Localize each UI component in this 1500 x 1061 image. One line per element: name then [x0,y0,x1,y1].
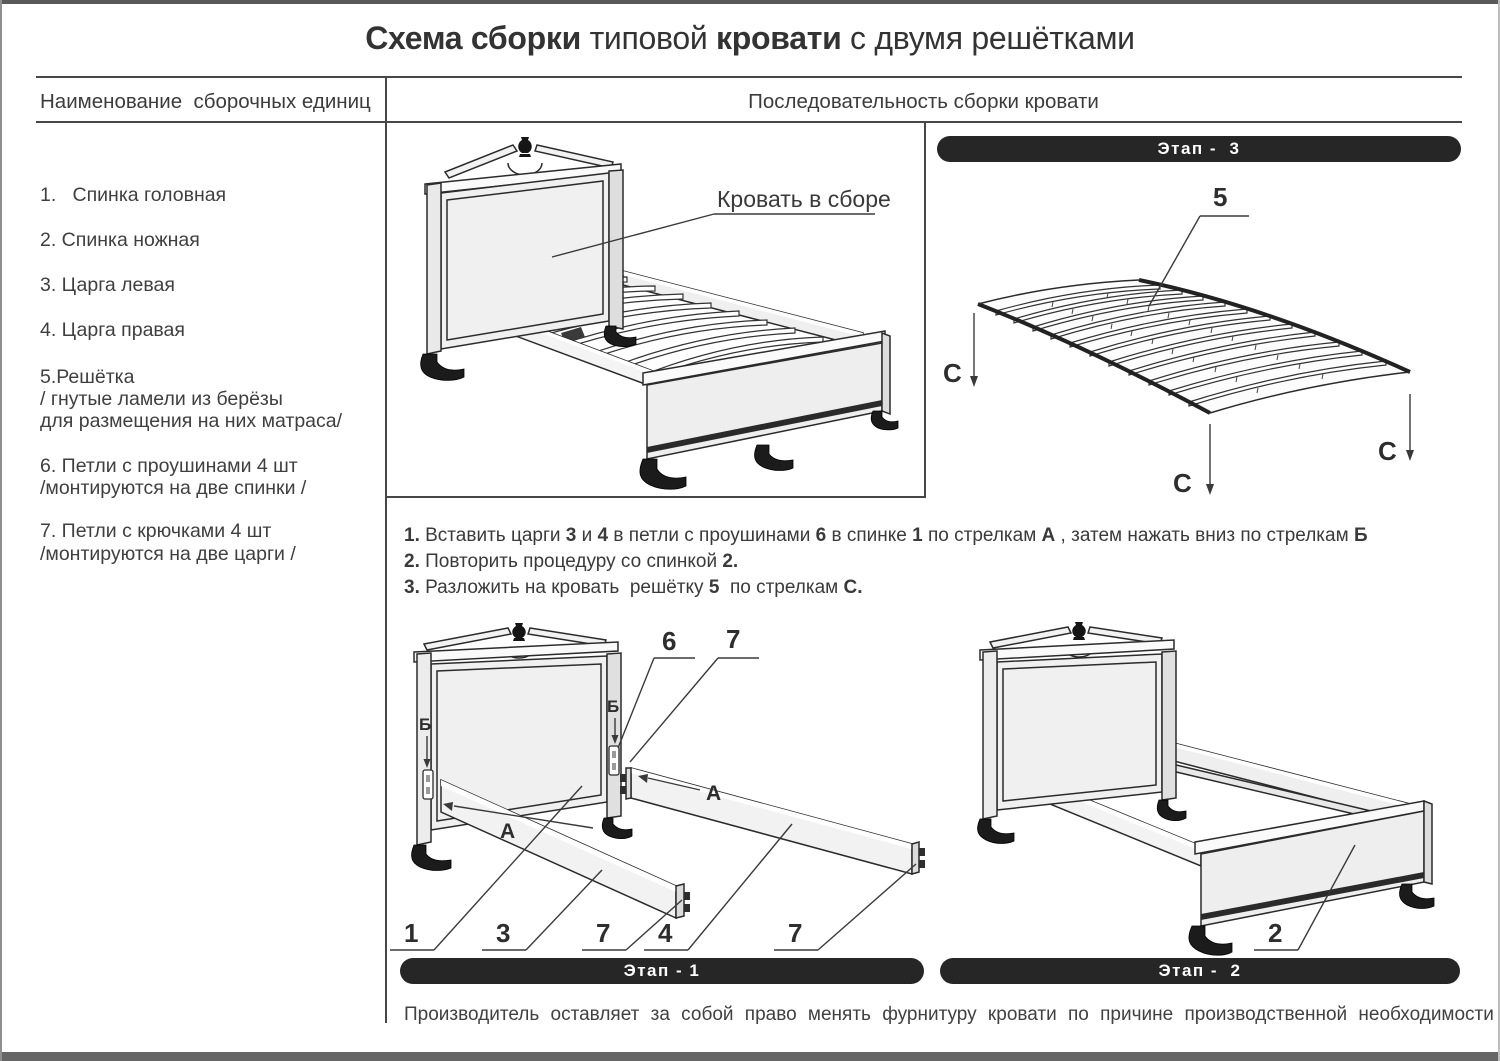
parts-list-item-4: 4. Царга правая [40,319,185,341]
part-7-callout-top [630,624,759,762]
arrow-head-down [1206,484,1214,495]
parts-list-item-5-note-2: для размещения на них матраса/ [40,410,343,432]
footboard-foot [640,459,686,489]
page-title: Схема сборки типовой кровати с двумя решётками [365,20,1135,56]
hinge-plate-left [423,770,433,799]
column-header-sequence: Последовательность сборки кровати [748,90,1099,113]
column-header-parts: Наименование сборочных единиц [40,90,371,113]
slat-base-group [978,280,1410,413]
part-7-label: 7 [596,918,611,948]
assembly-step-3: 3. Разложить на кровать решётку 5 по стрелкам С. [404,577,863,598]
arrow-a-label: А [706,782,722,805]
hook-plate [684,904,690,912]
part-3-callout [482,870,602,950]
assembly-step-2: 2. Повторить процедуру со спинкой 2. [404,551,739,572]
page-edge-bottom [0,1052,1500,1061]
arrow-c-bottom [1173,424,1214,498]
part-3-label: 3 [496,918,511,948]
page-edge-left [0,0,2,1061]
stage-3-banner: Этап - 3 [937,136,1461,162]
parts-list-item-7: 7. Петли с крючками 4 шт [40,520,272,542]
hook-plate [919,848,925,856]
hinge-plate-right [609,746,619,775]
headboard-foot [421,354,464,380]
part-2-label: 2 [1268,918,1283,948]
parts-list-item-7-note: /монтируются на две царги / [40,543,296,565]
arrow-c-right [1378,394,1414,466]
assembly-instructions [404,523,1494,601]
arrow-c-label: C [1378,436,1397,466]
headboard-group [421,137,636,380]
stage-2-banner: Этап - 2 [940,958,1460,984]
side-rail-right-group [620,768,925,874]
parts-list-item-2: 2. Спинка ножная [40,229,200,251]
arrow-a-label: А [500,820,516,843]
parts-list-item-5: 5.Решётка [40,366,135,388]
stage-1-diagram [390,618,930,956]
parts-list-item-1: 1. Спинка головная [40,184,227,206]
headboard-foot [978,819,1014,844]
parts-list-item-6-note: /монтируются на две спинки / [40,477,307,499]
footboard-group [1189,801,1434,955]
stage-1-banner: Этап - 1 [400,958,924,984]
hook-plate [919,860,925,868]
assembly-step-1: 1. Вставить царги 3 и 4 в петли с проушинами 6 в спинке 1 по стрелкам А , затем нажать вниз по стрелкам Б [404,525,1368,546]
footboard-group [640,331,898,489]
part-7-callout-right-rail [774,864,916,950]
arrow-c-label: C [943,358,962,388]
part-4-label: 4 [658,918,673,948]
footboard-foot [755,445,793,471]
footboard-foot [871,411,898,430]
assembled-bed-diagram [385,121,926,498]
arrow-head-down [970,376,978,387]
parts-list-item-5-note-1: / гнутые ламели из берёзы [40,388,283,410]
arrow-c-label: C [1173,468,1192,498]
arrow-c-left [943,313,978,388]
parts-list-item-6: 6. Петли с проушинами 4 шт [40,455,298,477]
hook-plate [620,774,626,782]
headboard-foot [1157,800,1186,821]
footboard-foot [1189,926,1232,955]
stage-2-diagram [940,618,1460,956]
part-6-label: 6 [662,626,677,656]
hook-plate [684,892,690,900]
headboard-foot [602,818,632,839]
part-7-label: 7 [788,918,803,948]
assembled-bed-label: Кровать в сборе [717,186,891,212]
arrow-b-label: Б [419,715,432,734]
parts-list-item-3: 3. Царга левая [40,274,175,296]
part-7-label: 7 [726,624,741,654]
page-edge-top [0,0,1500,4]
arrow-head-down [1406,450,1414,461]
part-1-label: 1 [404,918,419,948]
stage-3-diagram [935,166,1460,510]
finial-vase-icon [508,137,542,175]
part-5-label: 5 [1213,182,1228,212]
headboard-foot [412,845,451,871]
manufacturer-note: Производитель оставляет за собой право менять фурнитуру кровати по причине производственной необходимости [404,1004,1494,1025]
hook-plate [620,786,626,794]
footboard-foot [1400,884,1434,909]
arrow-b-label: Б [607,697,620,716]
title-divider-line [36,76,1462,78]
